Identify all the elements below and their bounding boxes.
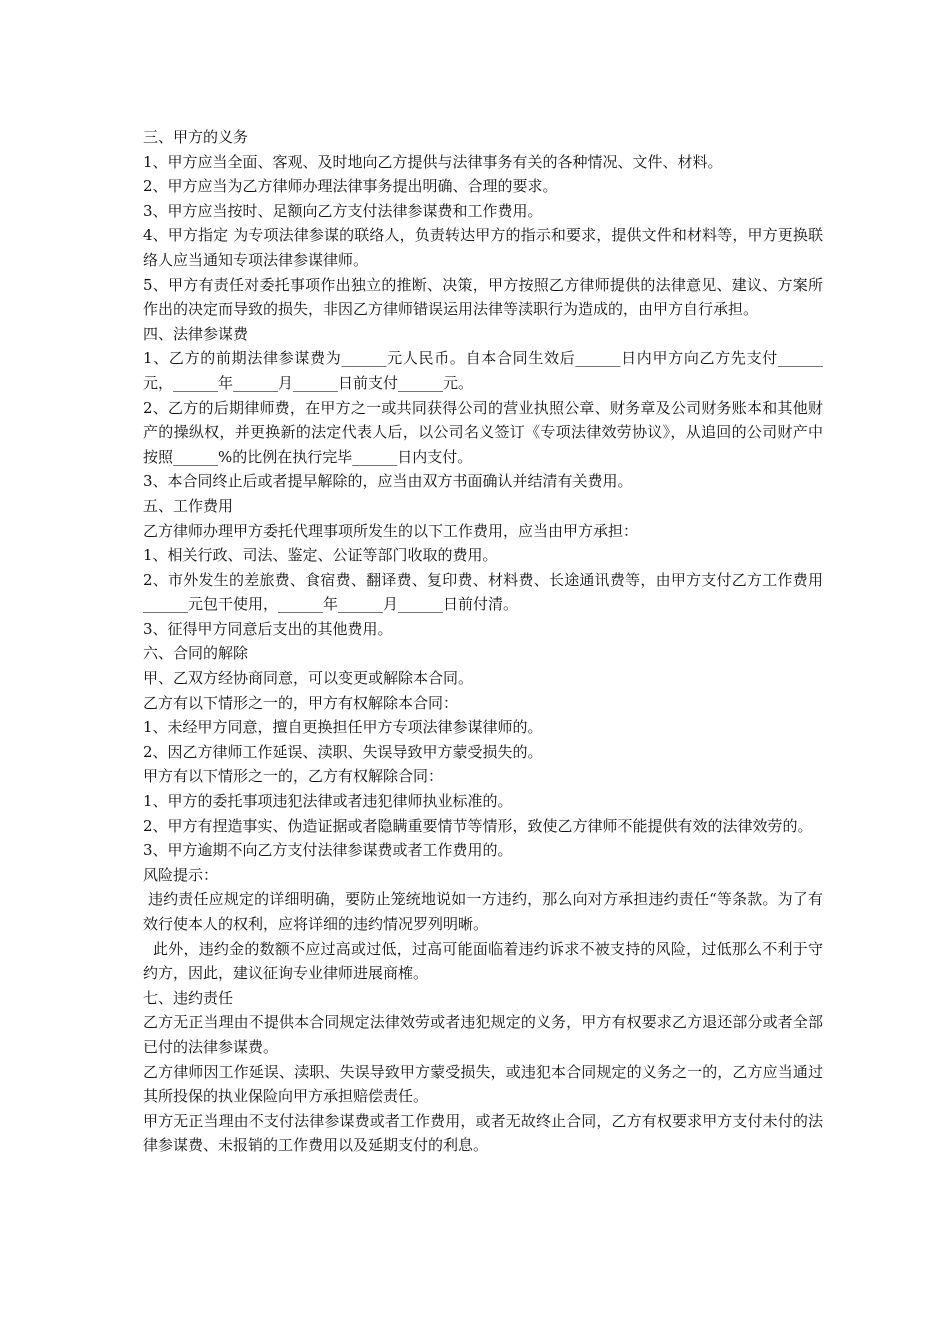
clause-paragraph: 3、甲方逾期不向乙方支付法律参谋费或者工作费用的。	[143, 841, 513, 860]
risk-notice-paragraph: 违约责任应规定的详细明确，要防止笼统地说如一方违约，那么向对方承担违约责任“等条款。为了有效行使本人的权利，应将详细的违约情况罗列明晰。	[143, 890, 823, 933]
risk-notice-heading: 风险提示：	[143, 865, 219, 884]
clause-paragraph: 2、甲方有捏造事实、伪造证据或者隐瞒重要情节等情形，致使乙方律师不能提供有效的法律效劳的。	[143, 816, 813, 835]
clause-paragraph: 5、甲方有责任对委托事项作出独立的推断、决策，甲方按照乙方律师提供的法律意见、建议、方案所作出的决定而导致的损失，非因乙方律师错误运用法律等渎职行为造成的，由甲方自行承担。	[143, 275, 823, 319]
clause-paragraph: 乙方律师因工作延误、渎职、失误导致甲方蒙受损失，或违犯本合同规定的义务之一的，乙方应当通过其所投保的执业保险向甲方承担赔偿责任。	[143, 1062, 823, 1106]
clause-paragraph: 1、未经甲方同意，擅自更换担任甲方专项法律参谋律师的。	[143, 718, 543, 737]
clause-paragraph: 2、市外发生的差旅费、食宿费、翻译费、复印费、材料费、长途通讯费等，由甲方支付乙方工作费用______元包干使用，______年______月______日前付清。	[143, 570, 823, 614]
document-body	[143, 125, 823, 1158]
clause-paragraph: 1、乙方的前期法律参谋费为______元人民币。自本合同生效后______日内甲方向乙方先支付______元，______年______月______日前支付______元。	[143, 349, 823, 392]
clause-paragraph: 3、征得甲方同意后支出的其他费用。	[143, 619, 393, 638]
clause-paragraph: 4、甲方指定 为专项法律参谋的联络人，负责转达甲方的指示和要求，提供文件和材料等，甲方更换联络人应当通知专项法律参谋律师。	[143, 226, 823, 269]
clause-paragraph: 1、甲方的委托事项违犯法律或者违犯律师执业标准的。	[143, 792, 513, 811]
clause-paragraph: 2、因乙方律师工作延误、渎职、失误导致甲方蒙受损失的。	[143, 742, 543, 761]
clause-paragraph: 甲方有以下情形之一的，乙方有权解除合同：	[143, 767, 444, 786]
section-heading-expenses: 五、工作费用	[143, 496, 234, 515]
clause-paragraph: 2、甲方应当为乙方律师办理法律事务提出明确、合理的要求。	[143, 177, 558, 196]
clause-paragraph: 乙方有以下情形之一的，甲方有权解除本合同：	[143, 693, 459, 712]
clause-paragraph: 3、甲方应当按时、足额向乙方支付法律参谋费和工作费用。	[143, 201, 543, 220]
section-heading-liability: 七、违约责任	[143, 988, 234, 1007]
clause-paragraph: 甲、乙双方经协商同意，可以变更或解除本合同。	[143, 669, 474, 688]
clause-paragraph: 甲方无正当理由不支付法律参谋费或者工作费用，或者无故终止合同，乙方有权要求甲方支付未付的法律参谋费、未报销的工作费用以及延期支付的利息。	[143, 1111, 823, 1155]
clause-paragraph: 1、甲方应当全面、客观、及时地向乙方提供与法律事务有关的各种情况、文件、材料。	[143, 152, 723, 171]
section-heading-obligations: 三、甲方的义务	[143, 128, 249, 146]
clause-paragraph: 乙方律师办理甲方委托代理事项所发生的以下工作费用，应当由甲方承担：	[143, 521, 639, 540]
risk-notice-paragraph: 此外，违约金的数额不应过高或过低，过高可能面临着违约诉求不被支持的风险，过低那么不利于守约方，因此，建议征询专业律师进展商榷。	[143, 939, 823, 983]
clause-paragraph: 3、本合同终止后或者提早解除的，应当由双方书面确认并结清有关费用。	[143, 472, 633, 491]
clause-paragraph: 2、乙方的后期律师费，在甲方之一或共同获得公司的营业执照公章、财务章及公司财务账本和其他财产的操纵权，并更换新的法定代表人后，以公司名义签订《专项法律效劳协议》，从追回的公司财产中按照______%的比例在执行完毕______日内支付。	[143, 398, 823, 466]
section-heading-termination: 六、合同的解除	[143, 644, 249, 663]
clause-paragraph: 1、相关行政、司法、鉴定、公证等部门收取的费用。	[143, 546, 498, 565]
clause-paragraph: 乙方无正当理由不提供本合同规定法律效劳或者违犯规定的义务，甲方有权要求乙方退还部分或者全部已付的法律参谋费。	[143, 1013, 823, 1056]
section-heading-fees: 四、法律参谋费	[143, 324, 249, 343]
